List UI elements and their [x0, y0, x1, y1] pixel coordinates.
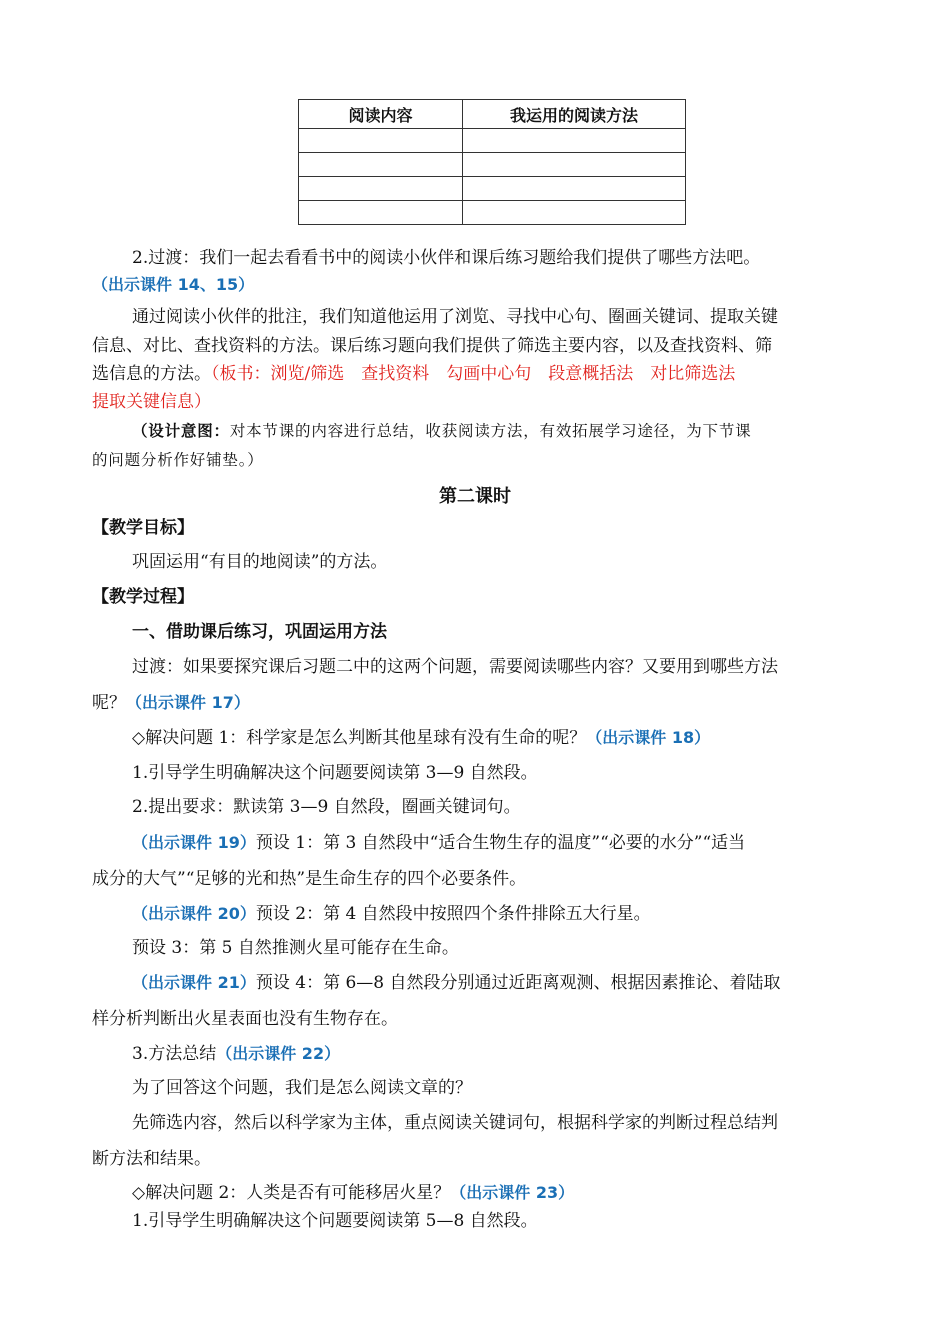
table-cell [463, 201, 686, 225]
lesson-title: 第二课时 [439, 486, 511, 507]
table-cell [299, 129, 463, 153]
subsection-title: 一、借助课后练习，巩固运用方法 [132, 622, 387, 642]
paragraph-line: 断方法和结果。 [92, 1149, 211, 1169]
preset-line: 样分析判断出火星表面也没有生物存在。 [92, 1009, 398, 1029]
table-cell [299, 177, 463, 201]
step-line: 1.引导学生明确解决这个问题要阅读第 5—8 自然段。 [132, 1211, 538, 1231]
design-intent-line [132, 420, 862, 442]
table-cell [299, 153, 463, 177]
preset-line [132, 832, 862, 854]
problem-line [132, 1182, 862, 1204]
problem-text: ◇解决问题 1：科学家是怎么判断其他星球有没有生命的呢？ [132, 728, 587, 748]
paragraph-line: 过渡：如果要探究课后习题二中的这两个问题，需要阅读哪些内容？又要用到哪些方法 [132, 657, 778, 677]
courseware-label: （出示课件 21） [132, 973, 256, 992]
courseware-label: （出示课件 14、15） [92, 275, 255, 294]
design-intent-text: 对本节课的内容进行总结，收获阅读方法，有效拓展学习途径，为下节课 [229, 422, 752, 440]
preset-line: 成分的大气”“足够的光和热”是生命生存的四个必要条件。 [92, 869, 527, 889]
table-row [299, 153, 686, 177]
preset-text: 预设 1：第 3 自然段中“适合生物生存的温度”“必要的水分”“适当 [255, 833, 746, 853]
table-header-row [299, 100, 686, 129]
courseware-label: （出示课件 20） [132, 904, 256, 923]
paragraph-text: 呢？ [92, 693, 126, 713]
courseware-ref [92, 274, 862, 296]
section-heading: 【教学目标】 [92, 518, 194, 538]
courseware-label: （出示课件 17） [126, 693, 250, 712]
table-row [299, 201, 686, 225]
table-row [299, 129, 686, 153]
step-line [132, 1043, 862, 1065]
paragraph-line: 信息、对比、查找资料的方法。课后练习题向我们提供了筛选主要内容，以及查找资料、筛 [92, 336, 772, 356]
table-header-cell: 我运用的阅读方法 [463, 100, 686, 129]
table-header-cell: 阅读内容 [299, 100, 463, 129]
paragraph-line: 先筛选内容，然后以科学家为主体，重点阅读关键词句，根据科学家的判断过程总结判 [132, 1113, 778, 1133]
design-intent-label: （设计意图： [132, 422, 230, 440]
board-note-continued: 提取关键信息） [92, 392, 211, 412]
paragraph-line [92, 363, 862, 385]
preset-line [132, 903, 862, 925]
preset-line [132, 972, 862, 994]
table-row [299, 177, 686, 201]
step-text: 3.方法总结 [132, 1044, 217, 1064]
table-cell [463, 129, 686, 153]
paragraph-text: 选信息的方法。 [92, 364, 211, 384]
board-note: （板书：浏览/筛选 查找资料 勾画中心句 段意概括法 对比筛选法 [211, 364, 736, 384]
problem-text: ◇解决问题 2：人类是否有可能移居火星？ [132, 1183, 451, 1203]
table-cell [299, 201, 463, 225]
courseware-label: （出示课件 23） [450, 1183, 575, 1202]
step-line: 1.引导学生明确解决这个问题要阅读第 3—9 自然段。 [132, 763, 538, 783]
step-line: 2.提出要求：默读第 3—9 自然段，圈画关键词句。 [132, 797, 521, 817]
paragraph-line [92, 692, 862, 714]
preset-text: 预设 4：第 6—8 自然段分别通过近距离观测、根据因素推论、着陆取 [255, 973, 781, 993]
table-cell [463, 153, 686, 177]
preset-line: 预设 3：第 5 自然推测火星可能存在生命。 [132, 938, 459, 958]
problem-line [132, 727, 862, 749]
paragraph-line: 通过阅读小伙伴的批注，我们知道他运用了浏览、寻找中心句、圈画关键词、提取关键 [132, 307, 778, 327]
reading-method-table [298, 99, 686, 225]
courseware-label: （出示课件 19） [132, 833, 256, 852]
table-cell [463, 177, 686, 201]
design-intent-line: 的问题分析作好铺垫。） [92, 451, 264, 469]
section-heading: 【教学过程】 [92, 587, 194, 607]
goal-text: 巩固运用“有目的地阅读”的方法。 [132, 552, 388, 572]
preset-text: 预设 2：第 4 自然段中按照四个条件排除五大行星。 [255, 904, 651, 924]
courseware-label: （出示课件 22） [216, 1044, 341, 1063]
paragraph-line: 为了回答这个问题，我们是怎么阅读文章的？ [132, 1078, 472, 1098]
transition-paragraph: 2.过渡：我们一起去看看书中的阅读小伙伴和课后练习题给我们提供了哪些方法吧。 [132, 248, 761, 268]
courseware-label: （出示课件 18） [586, 728, 711, 747]
